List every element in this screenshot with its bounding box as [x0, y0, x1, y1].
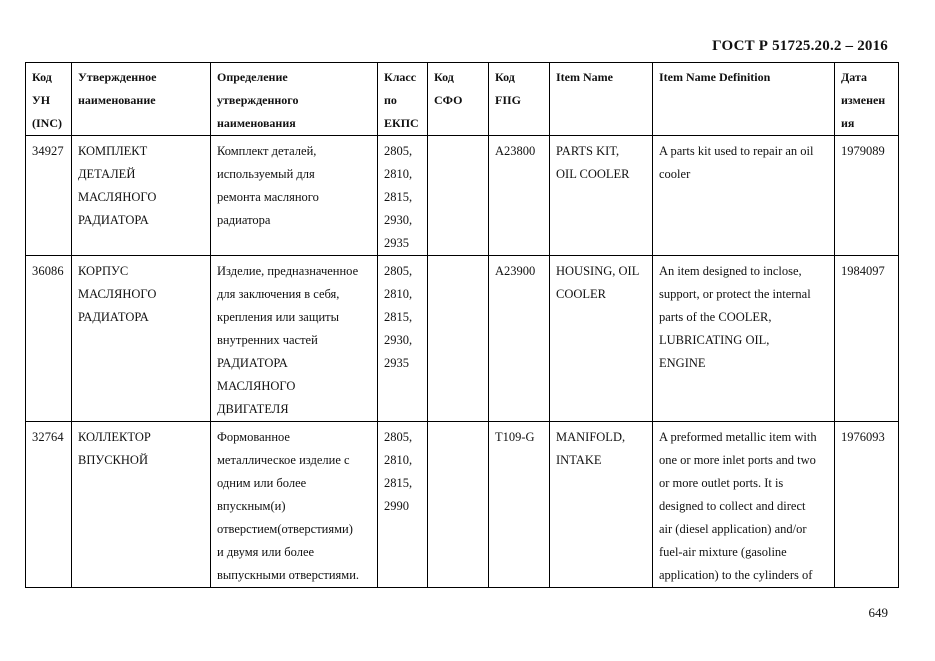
cell-inc: 32764	[26, 422, 72, 588]
header-sfo-code: Код СФО	[428, 63, 489, 136]
cell-definition: Комплект деталей, используемый для ремонта масляного радиатора	[211, 136, 378, 256]
header-inc-code: Код УН (INC)	[26, 63, 72, 136]
cell-fiig: A23900	[489, 256, 550, 422]
cell-class: 2805, 2810, 2815, 2990	[378, 422, 428, 588]
cell-sfo	[428, 256, 489, 422]
cell-item-definition: A parts kit used to repair an oil cooler	[653, 136, 835, 256]
page-number: 649	[868, 605, 888, 620]
cell-class: 2805, 2810, 2815, 2930, 2935	[378, 136, 428, 256]
header-item-name: Item Name	[550, 63, 653, 136]
header-definition: Определение утвержденного наименования	[211, 63, 378, 136]
header-change-date: Дата изменен ия	[835, 63, 899, 136]
cell-approved-name: КОЛЛЕКТОР ВПУСКНОЙ	[72, 422, 211, 588]
cell-sfo	[428, 422, 489, 588]
table-row	[26, 256, 899, 422]
cell-fiig: T109-G	[489, 422, 550, 588]
cell-approved-name: КОМПЛЕКТ ДЕТАЛЕЙ МАСЛЯНОГО РАДИАТОРА	[72, 136, 211, 256]
catalog-table	[25, 62, 899, 588]
cell-definition: Формованное металлическое изделие с одним или более впускным(и) отверстием(отверстиями) и двумя или более выпускными отверстиями.	[211, 422, 378, 588]
header-item-name-definition: Item Name Definition	[653, 63, 835, 136]
cell-fiig: A23800	[489, 136, 550, 256]
cell-item-name: PARTS KIT, OIL COOLER	[550, 136, 653, 256]
cell-class: 2805, 2810, 2815, 2930, 2935	[378, 256, 428, 422]
cell-date: 1979089	[835, 136, 899, 256]
cell-date: 1976093	[835, 422, 899, 588]
document-header: ГОСТ Р 51725.20.2 – 2016	[712, 38, 888, 54]
header-approved-name: Утвержденное наименование	[72, 63, 211, 136]
cell-sfo	[428, 136, 489, 256]
cell-item-name: HOUSING, OIL COOLER	[550, 256, 653, 422]
header-class: Класс по ЕКПС	[378, 63, 428, 136]
cell-definition: Изделие, предназначенное для заключения в себя, крепления или защиты внутренних частей РАДИАТОРА МАСЛЯНОГО ДВИГАТЕЛЯ	[211, 256, 378, 422]
cell-inc: 34927	[26, 136, 72, 256]
table-row	[26, 136, 899, 256]
cell-inc: 36086	[26, 256, 72, 422]
cell-item-definition: A preformed metallic item with one or more inlet ports and two or more outlet ports. It is designed to collect and direct air (diesel application) and/or fuel-air mixture (gasoline application) to the cylinders of	[653, 422, 835, 588]
cell-item-definition: An item designed to inclose, support, or protect the internal parts of the COOLER, LUBRICATING OIL, ENGINE	[653, 256, 835, 422]
header-row	[26, 63, 899, 136]
table-row	[26, 422, 899, 588]
cell-date: 1984097	[835, 256, 899, 422]
header-fiig-code: Код FIIG	[489, 63, 550, 136]
cell-item-name: MANIFOLD, INTAKE	[550, 422, 653, 588]
cell-approved-name: КОРПУС МАСЛЯНОГО РАДИАТОРА	[72, 256, 211, 422]
